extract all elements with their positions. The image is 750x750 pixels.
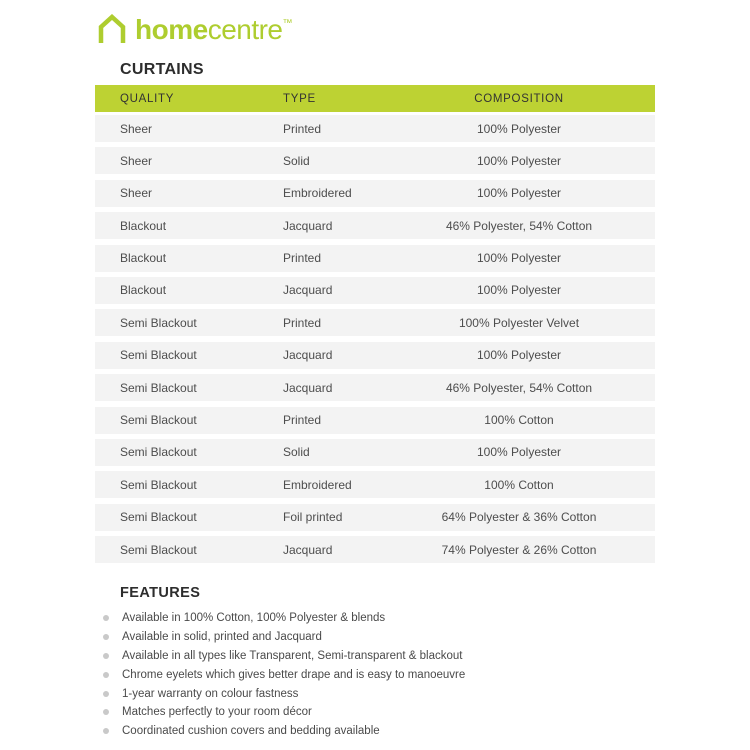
cell-quality: Semi Blackout xyxy=(120,445,197,460)
brand-name-centre: centre xyxy=(207,14,283,45)
cell-quality: Sheer xyxy=(120,186,153,201)
bullet-icon xyxy=(103,728,109,734)
cell-composition: 100% Cotton xyxy=(484,477,554,492)
cell-composition: 100% Polyester xyxy=(476,186,562,201)
table-row xyxy=(95,471,655,498)
cell-composition: 100% Polyester xyxy=(476,153,562,168)
cell-composition: 100% Cotton xyxy=(484,413,554,428)
cell-quality: Blackout xyxy=(120,283,167,298)
bullet-icon xyxy=(103,691,109,697)
cell-type: Printed xyxy=(283,413,322,428)
cell-type: Foil printed xyxy=(283,510,343,525)
feature-text: Coordinated cushion covers and bedding available xyxy=(122,725,380,738)
table-row xyxy=(95,245,655,272)
cell-quality: Semi Blackout xyxy=(120,413,197,428)
cell-type: Jacquard xyxy=(283,218,333,233)
brand-name xyxy=(135,16,292,44)
cell-composition: 46% Polyester, 54% Cotton xyxy=(445,218,593,233)
table-row xyxy=(95,407,655,434)
cell-quality: Semi Blackout xyxy=(120,380,197,395)
cell-composition: 100% Polyester Velvet xyxy=(458,315,580,330)
bullet-icon xyxy=(103,672,109,678)
cell-composition: 74% Polyester & 26% Cotton xyxy=(441,542,597,557)
cell-type: Embroidered xyxy=(283,477,352,492)
table-body xyxy=(95,115,655,563)
bullet-icon xyxy=(103,634,109,640)
page-title: CURTAINS xyxy=(120,61,204,78)
table-row xyxy=(95,180,655,207)
table-row xyxy=(95,115,655,142)
feature-text: Available in 100% Cotton, 100% Polyester & blends xyxy=(122,612,386,625)
cell-quality: Sheer xyxy=(120,153,153,168)
cell-quality: Semi Blackout xyxy=(120,542,197,557)
cell-type: Jacquard xyxy=(283,380,333,395)
cell-type: Embroidered xyxy=(283,186,352,201)
feature-text: Matches perfectly to your room décor xyxy=(122,706,312,719)
cell-type: Printed xyxy=(283,251,322,266)
feature-item xyxy=(103,722,655,741)
table-row xyxy=(95,277,655,304)
feature-item xyxy=(103,665,655,684)
table-row xyxy=(95,374,655,401)
cell-type: Jacquard xyxy=(283,348,333,363)
column-header-composition: COMPOSITION xyxy=(474,92,564,105)
cell-composition: 100% Polyester xyxy=(476,445,562,460)
cell-quality: Semi Blackout xyxy=(120,477,197,492)
cell-composition: 100% Polyester xyxy=(476,283,562,298)
cell-composition: 100% Polyester xyxy=(476,121,562,136)
column-header-quality: QUALITY xyxy=(120,92,175,105)
cell-composition: 100% Polyester xyxy=(476,251,562,266)
feature-item xyxy=(103,703,655,722)
cell-type: Jacquard xyxy=(283,283,333,298)
cell-quality: Semi Blackout xyxy=(120,348,197,363)
feature-text: Available in all types like Transparent, Semi-transparent & blackout xyxy=(122,649,463,662)
brand-logo xyxy=(96,13,292,47)
feature-item xyxy=(103,684,655,703)
bullet-icon xyxy=(103,653,109,659)
features-title: FEATURES xyxy=(120,585,201,601)
feature-item xyxy=(103,609,655,628)
cell-quality: Blackout xyxy=(120,251,167,266)
table-row xyxy=(95,342,655,369)
cell-type: Printed xyxy=(283,121,322,136)
curtains-table xyxy=(95,85,655,568)
table-row xyxy=(95,147,655,174)
cell-type: Solid xyxy=(283,153,310,168)
cell-type: Solid xyxy=(283,445,310,460)
table-row xyxy=(95,504,655,531)
home-icon xyxy=(96,14,128,46)
column-header-type: TYPE xyxy=(283,92,316,105)
bullet-icon xyxy=(103,709,109,715)
cell-quality: Blackout xyxy=(120,218,167,233)
features-list xyxy=(103,609,655,741)
feature-item xyxy=(103,647,655,666)
feature-text: 1-year warranty on colour fastness xyxy=(122,687,299,700)
bullet-icon xyxy=(103,615,109,621)
cell-quality: Sheer xyxy=(120,121,153,136)
brand-name-home: home xyxy=(135,14,208,45)
cell-type: Jacquard xyxy=(283,542,333,557)
feature-item xyxy=(103,628,655,647)
table-row xyxy=(95,309,655,336)
table-row xyxy=(95,212,655,239)
cell-type: Printed xyxy=(283,315,322,330)
table-header-row xyxy=(95,85,655,112)
cell-quality: Semi Blackout xyxy=(120,315,197,330)
cell-composition: 46% Polyester, 54% Cotton xyxy=(445,380,593,395)
feature-text: Available in solid, printed and Jacquard xyxy=(122,631,322,644)
table-row xyxy=(95,439,655,466)
feature-text: Chrome eyelets which gives better drape and is easy to manoeuvre xyxy=(122,668,466,681)
trademark-symbol: ™ xyxy=(282,18,293,29)
cell-composition: 100% Polyester xyxy=(476,348,562,363)
cell-quality: Semi Blackout xyxy=(120,510,197,525)
table-row xyxy=(95,536,655,563)
cell-composition: 64% Polyester & 36% Cotton xyxy=(441,510,597,525)
